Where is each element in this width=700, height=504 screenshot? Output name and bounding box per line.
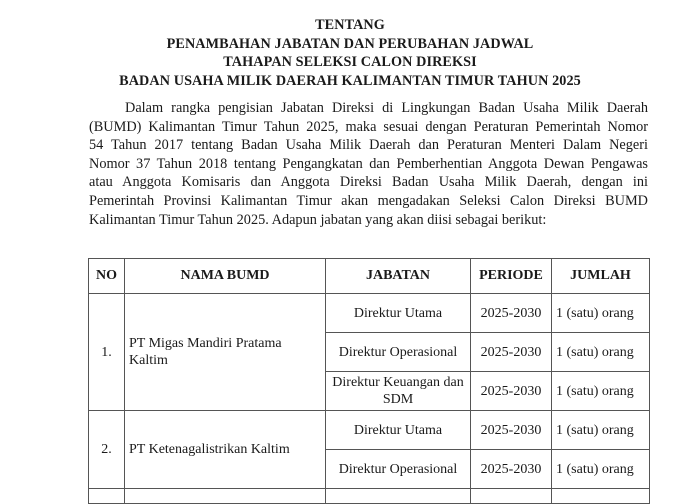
position-period: 2025-2030	[471, 411, 552, 450]
position-title: Direktur Utama	[326, 411, 471, 450]
position-title: Direktur Utama	[326, 294, 471, 333]
title-line-stage: TAHAPAN SELEKSI CALON DIREKSI	[223, 54, 477, 71]
row-number: 1.	[89, 294, 125, 411]
empty-cell	[89, 489, 125, 504]
intro-paragraph	[89, 99, 648, 229]
header-jabatan: JABATAN	[326, 259, 471, 294]
title-line-subject: PENAMBAHAN JABATAN DAN PERUBAHAN JADWAL	[166, 35, 534, 52]
row-number: 2.	[89, 411, 125, 489]
header-no: NO	[89, 259, 125, 294]
paragraph-line: 54 Tahun 2017 tentang Badan Usaha Milik Daerah dan Peraturan Menteri Dalam Negeri	[89, 137, 648, 154]
bumd-positions-table	[88, 258, 650, 504]
paragraph-line: Nomor 37 Tahun 2018 tentang Pengangkatan dan Pemberhentian Anggota Dewan Pengawas	[89, 155, 648, 172]
bumd-name: PT Migas Mandiri Pratama Kaltim	[125, 294, 326, 411]
position-count: 1 (satu) orang	[552, 411, 650, 450]
paragraph-line: Kalimantan Timur Tahun 2025. Adapun jabatan yang akan diisi sebagai berikut:	[89, 211, 547, 228]
empty-cell	[125, 489, 326, 504]
paragraph-line: Pemerintah Provinsi Kalimantan Timur akan mengadakan Seleksi Calon Direksi BUMD	[89, 192, 648, 209]
bumd-name: PT Ketenagalistrikan Kaltim	[125, 411, 326, 489]
position-count: 1 (satu) orang	[552, 372, 650, 411]
title-line-tentang: TENTANG	[315, 17, 385, 33]
empty-cell	[471, 489, 552, 504]
position-title: Direktur Operasional	[326, 333, 471, 372]
table-row	[89, 411, 650, 450]
position-title: Direktur Operasional	[326, 450, 471, 489]
paragraph-line: (BUMD) Kalimantan Timur Tahun 2025, maka sesuai dengan Peraturan Pemerintah Nomor	[89, 118, 648, 135]
table-row-partial	[89, 489, 650, 504]
document-title	[0, 16, 700, 90]
position-period: 2025-2030	[471, 450, 552, 489]
position-title: Direktur Keuangan dan SDM	[326, 372, 471, 411]
header-jumlah: JUMLAH	[552, 259, 650, 294]
table-row	[89, 294, 650, 333]
position-period: 2025-2030	[471, 333, 552, 372]
empty-cell	[326, 489, 471, 504]
table-header-row	[89, 259, 650, 294]
position-count: 1 (satu) orang	[552, 294, 650, 333]
position-count: 1 (satu) orang	[552, 333, 650, 372]
position-period: 2025-2030	[471, 294, 552, 333]
position-count: 1 (satu) orang	[552, 450, 650, 489]
empty-cell	[552, 489, 650, 504]
paragraph-line: atau Anggota Komisaris dan Anggota Direksi Badan Usaha Milik Daerah, dengan ini	[89, 174, 648, 191]
title-line-agency: BADAN USAHA MILIK DAERAH KALIMANTAN TIMUR TAHUN 2025	[119, 72, 581, 89]
position-period: 2025-2030	[471, 372, 552, 411]
header-periode: PERIODE	[471, 259, 552, 294]
header-nama-bumd: NAMA BUMD	[125, 259, 326, 294]
paragraph-line: Dalam rangka pengisian Jabatan Direksi di Lingkungan Badan Usaha Milik Daerah	[125, 100, 648, 116]
